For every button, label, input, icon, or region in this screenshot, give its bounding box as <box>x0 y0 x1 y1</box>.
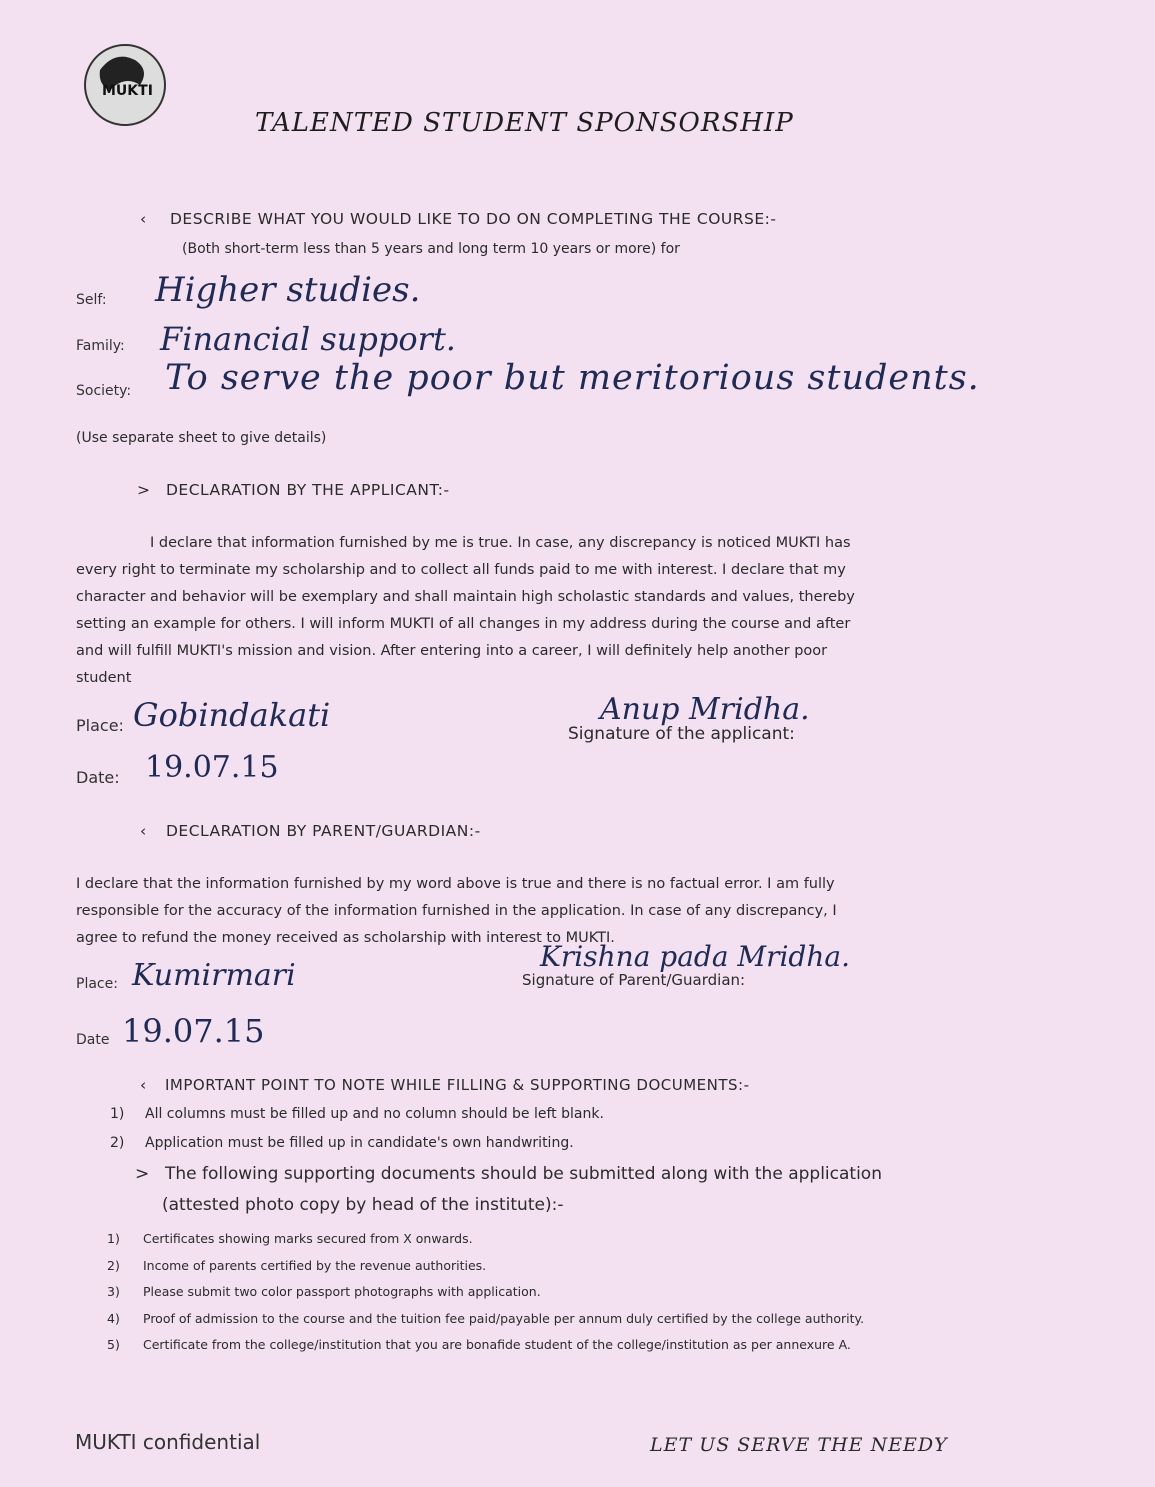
mukti-logo <box>80 40 170 130</box>
applicant-date-value: 19.07.15 <box>145 750 279 785</box>
docs-heading-1: The following supporting documents should be submitted along with the application <box>165 1164 882 1184</box>
applicant-place-value: Gobindakati <box>133 696 331 734</box>
bullet-1: ‹ <box>140 210 147 228</box>
applicant-date-label: Date: <box>76 768 120 787</box>
applicant-signature-label: Signature of the applicant: <box>568 724 795 744</box>
self-value: Higher studies. <box>155 270 421 310</box>
parent-heading: DECLARATION BY PARENT/GUARDIAN:- <box>166 822 481 840</box>
parent-signature: Krishna pada Mridha. <box>540 940 850 973</box>
point-1-num: 1) <box>110 1106 125 1122</box>
footer-motto: LET US SERVE THE NEEDY <box>650 1434 948 1456</box>
important-heading: IMPORTANT POINT TO NOTE WHILE FILLING & SUPPORTING DOCUMENTS:- <box>165 1076 750 1094</box>
applicant-heading: DECLARATION BY THE APPLICANT:- <box>166 481 450 499</box>
point-2-num: 2) <box>110 1135 125 1151</box>
bullet-4: ‹ <box>140 1076 147 1094</box>
parent-place-value: Kumirmari <box>132 958 296 993</box>
parent-date-value: 19.07.15 <box>122 1012 265 1050</box>
self-label: Self: <box>76 292 107 308</box>
q1-heading: DESCRIBE WHAT YOU WOULD LIKE TO DO ON COMPLETING THE COURSE:- <box>170 210 777 228</box>
bullet-5: > <box>135 1164 150 1184</box>
family-label: Family: <box>76 338 125 354</box>
q1-subtitle: (Both short-term less than 5 years and long term 10 years or more) for <box>182 241 680 257</box>
svg-text:MUKTI: MUKTI <box>102 83 153 99</box>
point-1-text: All columns must be filled up and no column should be left blank. <box>145 1106 604 1122</box>
footer-confidential: MUKTI confidential <box>75 1430 261 1454</box>
applicant-place-label: Place: <box>76 716 124 735</box>
parent-date-label: Date <box>76 1032 110 1048</box>
form-title: TALENTED STUDENT SPONSORSHIP <box>255 108 794 138</box>
parent-place-label: Place: <box>76 976 118 992</box>
details-note: (Use separate sheet to give details) <box>76 430 327 446</box>
applicant-declaration: I declare that information furnished by me is true. In case, any discrepancy is noticed MUKTI has every right to terminate my scholarship and to collect all funds paid to me with interest. I declare that my character and behavior will be exemplary and shall maintain high scholastic standards and values, thereby setting an example for others. I will inform MUKTI of all changes in my address during the course and after and will fulfill MUKTI's mission and vision. After entering into a career, I will definitely help another poor student <box>76 535 855 686</box>
parent-signature-label: Signature of Parent/Guardian: <box>522 971 746 989</box>
society-label: Society: <box>76 383 132 399</box>
parent-declaration: I declare that the information furnished by my word above is true and there is no factual error. I am fully responsible for the accuracy of the information furnished in the application. In case of any discrepancy, I agree to refund the money received as scholarship with interest to MUKTI. <box>76 876 837 946</box>
bullet-3: ‹ <box>140 822 147 840</box>
documents-list: 1) Certificates showing marks secured from X onwards. 2) Income of parents certified by the revenue authorities. 3) Please submit two color passport photographs with application. 4) Proof of admission to the course and the tuition fee paid/payable per annum duly certified by the college authority. 5) Certificate from the college/institution that you are bonafide student of the college/institution as per annexure A. <box>107 1231 865 1352</box>
point-2-text: Application must be filled up in candidate's own handwriting. <box>145 1135 574 1151</box>
bullet-2: > <box>137 481 151 499</box>
society-value: To serve the poor but meritorious students. <box>165 358 980 398</box>
applicant-signature: Anup Mridha. <box>600 692 810 727</box>
docs-heading-2: (attested photo copy by head of the institute):- <box>162 1195 564 1215</box>
family-value: Financial support. <box>160 320 456 358</box>
